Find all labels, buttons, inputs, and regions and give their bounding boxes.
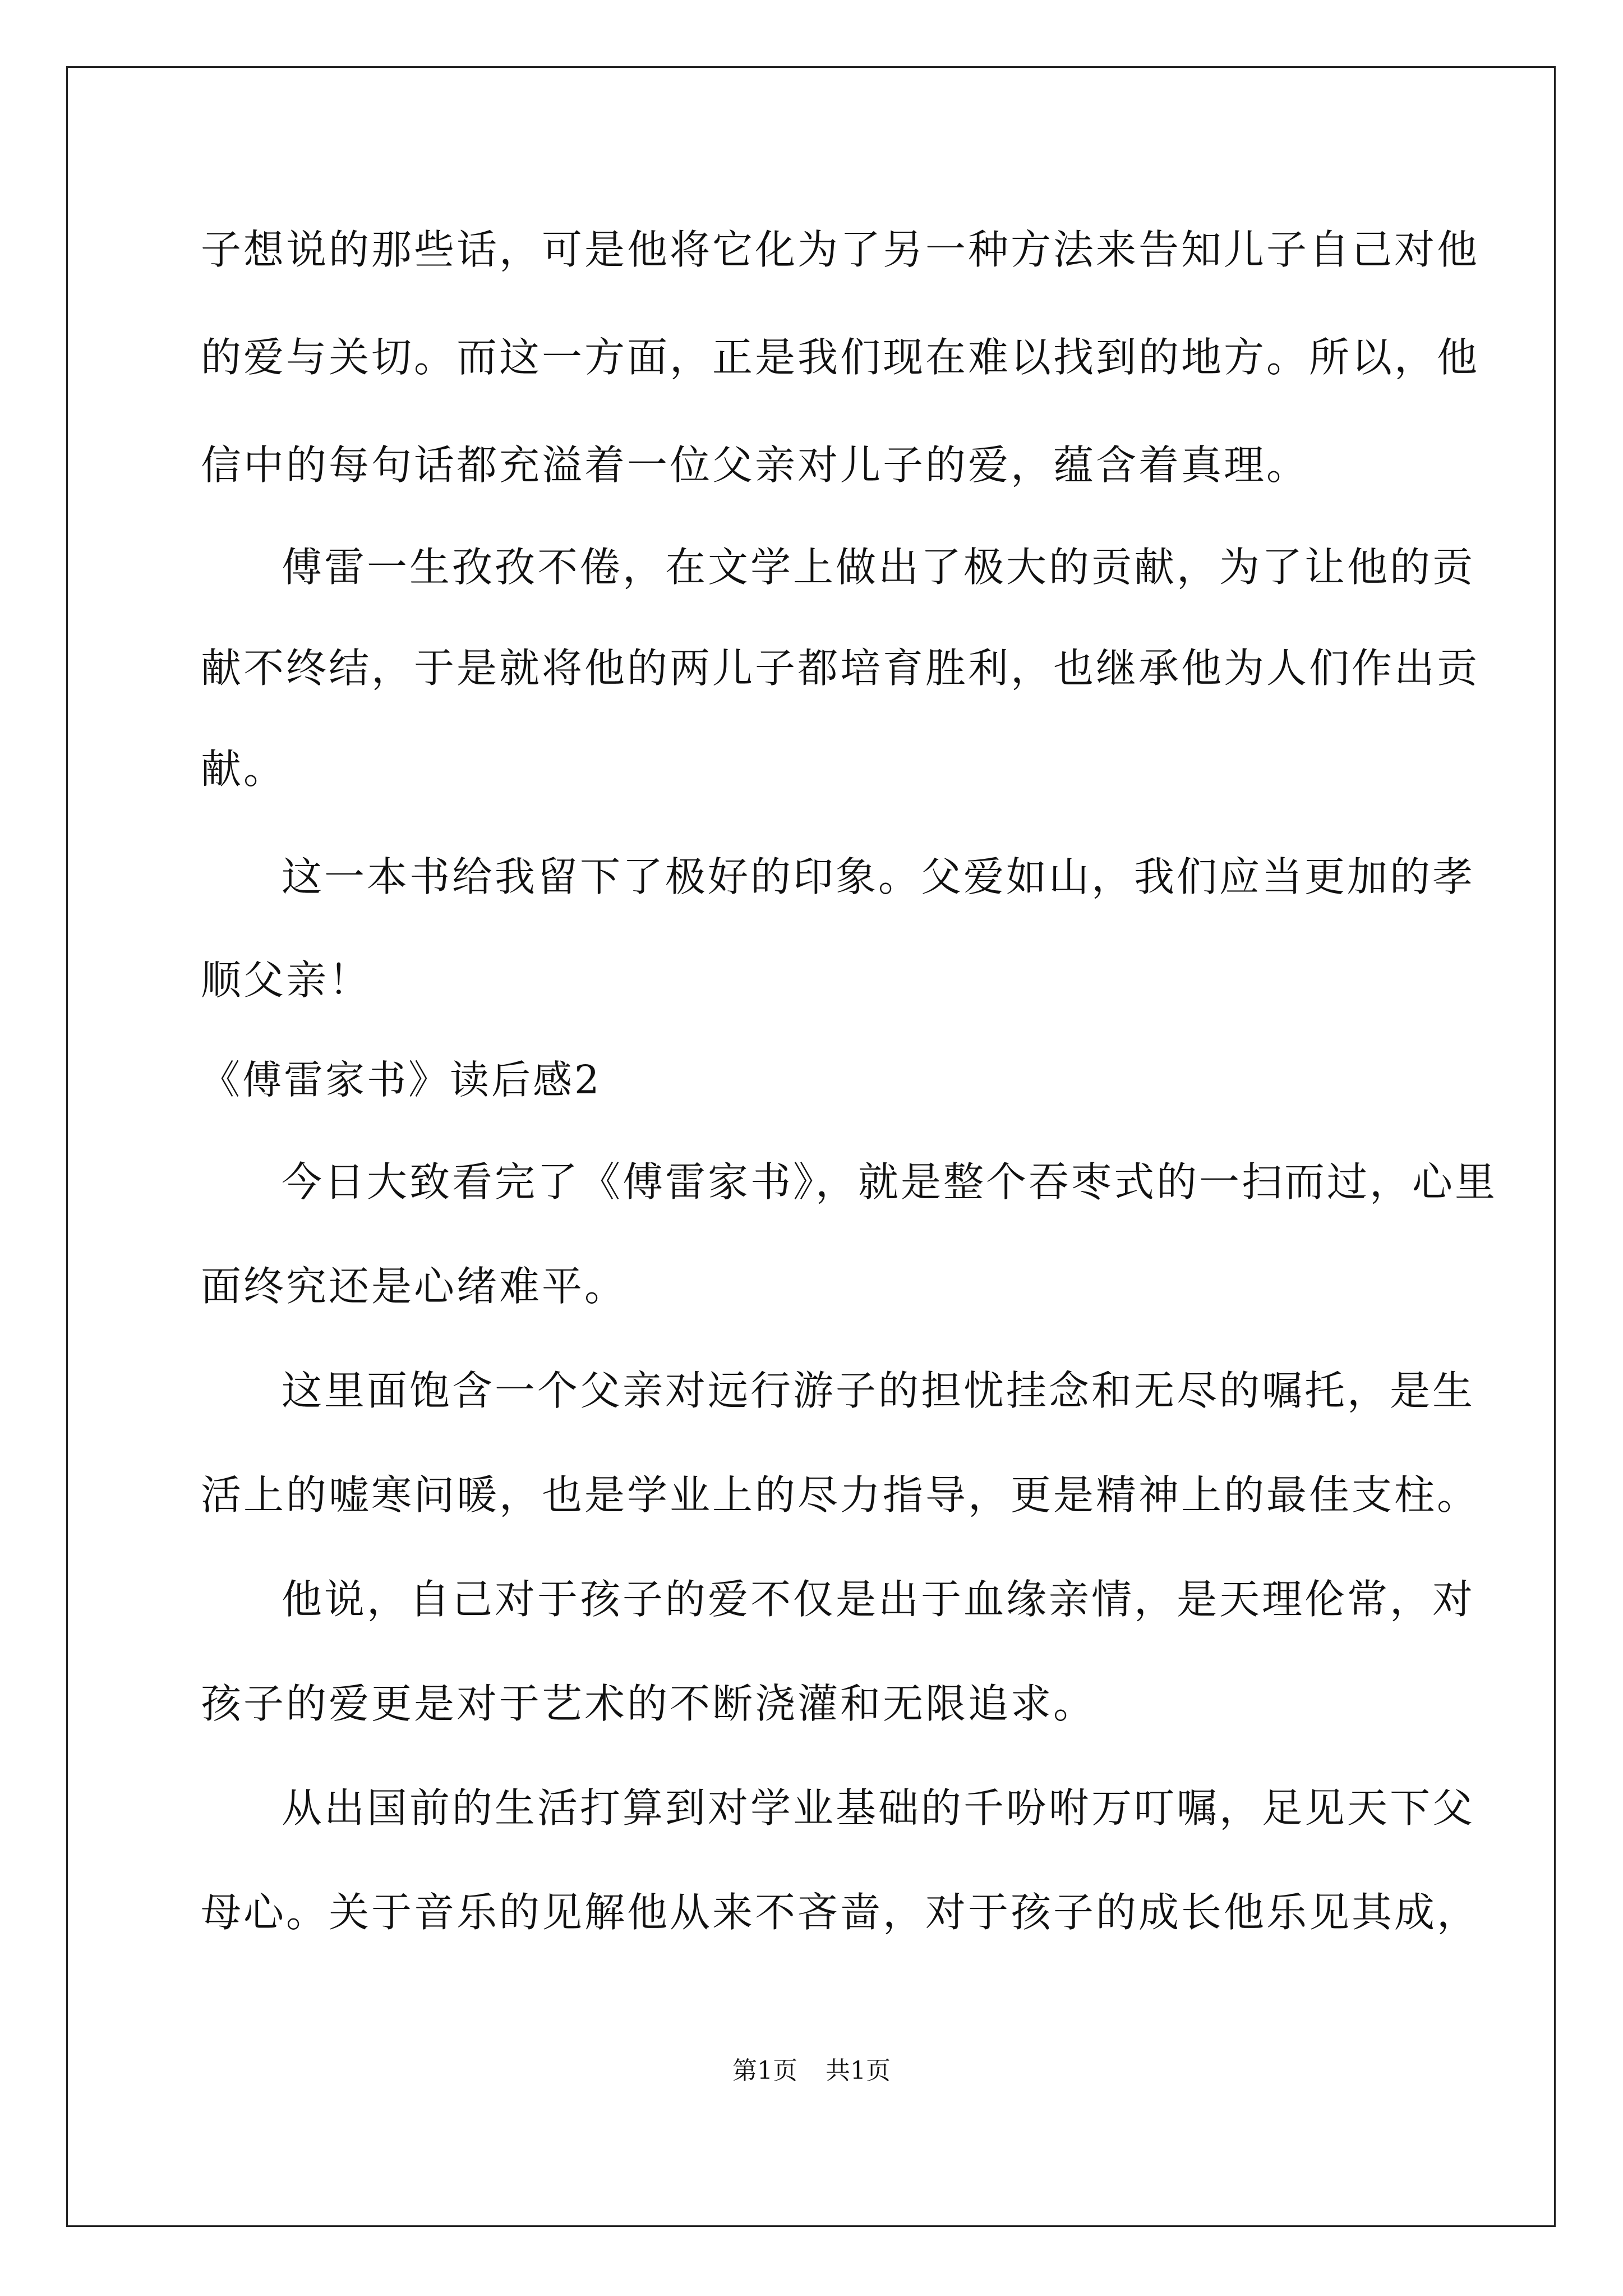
body-line-3: 信中的每句话都充溢着一位父亲对儿子的爱，蕴含着真理。 [201, 441, 1310, 489]
body-line-16: 从出国前的生活打算到对学业基础的千吩咐万叮嘱，足见天下父 [282, 1784, 1476, 1832]
body-line-12: 这里面饱含一个父亲对远行游子的担忧挂念和无尽的嘱托，是生 [282, 1367, 1476, 1414]
body-line-11: 面终究还是心绪难平。 [201, 1263, 628, 1310]
body-line-15: 孩子的爱更是对于艺术的不断浇灌和无限追求。 [201, 1680, 1096, 1727]
body-line-4: 傅雷一生孜孜不倦，在文学上做出了极大的贡献，为了让他的贡 [282, 544, 1476, 591]
body-line-14: 他说，自己对于孩子的爱不仅是出于血缘亲情，是天理伦常，对 [282, 1576, 1476, 1623]
body-line-13: 活上的嘘寒问暖，也是学业上的尽力指导，更是精神上的最佳支柱。 [201, 1471, 1480, 1519]
page-footer [0, 2055, 1623, 2087]
page-number-current: 第1页 [732, 2056, 797, 2085]
body-line-6: 献。 [201, 746, 287, 793]
section-heading: 《傅雷家书》读后感2 [201, 1057, 602, 1103]
body-line-7: 这一本书给我留下了极好的印象。父爱如山，我们应当更加的孝 [282, 853, 1476, 900]
body-line-5: 献不终结，于是就将他的两儿子都培育胜利，也继承他为人们作出贡 [201, 645, 1480, 692]
body-line-17: 母心。关于音乐的见解他从来不吝啬，对于孩子的成长他乐见其成， [201, 1889, 1480, 1936]
page-number-total: 共1页 [826, 2056, 891, 2085]
body-line-2: 的爱与关切。而这一方面，正是我们现在难以找到的地方。所以，他 [201, 334, 1480, 381]
body-line-1: 子想说的那些话，可是他将它化为了另一种方法来告知儿子自己对他 [201, 226, 1480, 273]
body-line-8: 顺父亲！ [201, 956, 372, 1004]
body-line-10: 今日大致看完了《傅雷家书》，就是整个吞枣式的一扫而过，心里 [282, 1158, 1498, 1205]
